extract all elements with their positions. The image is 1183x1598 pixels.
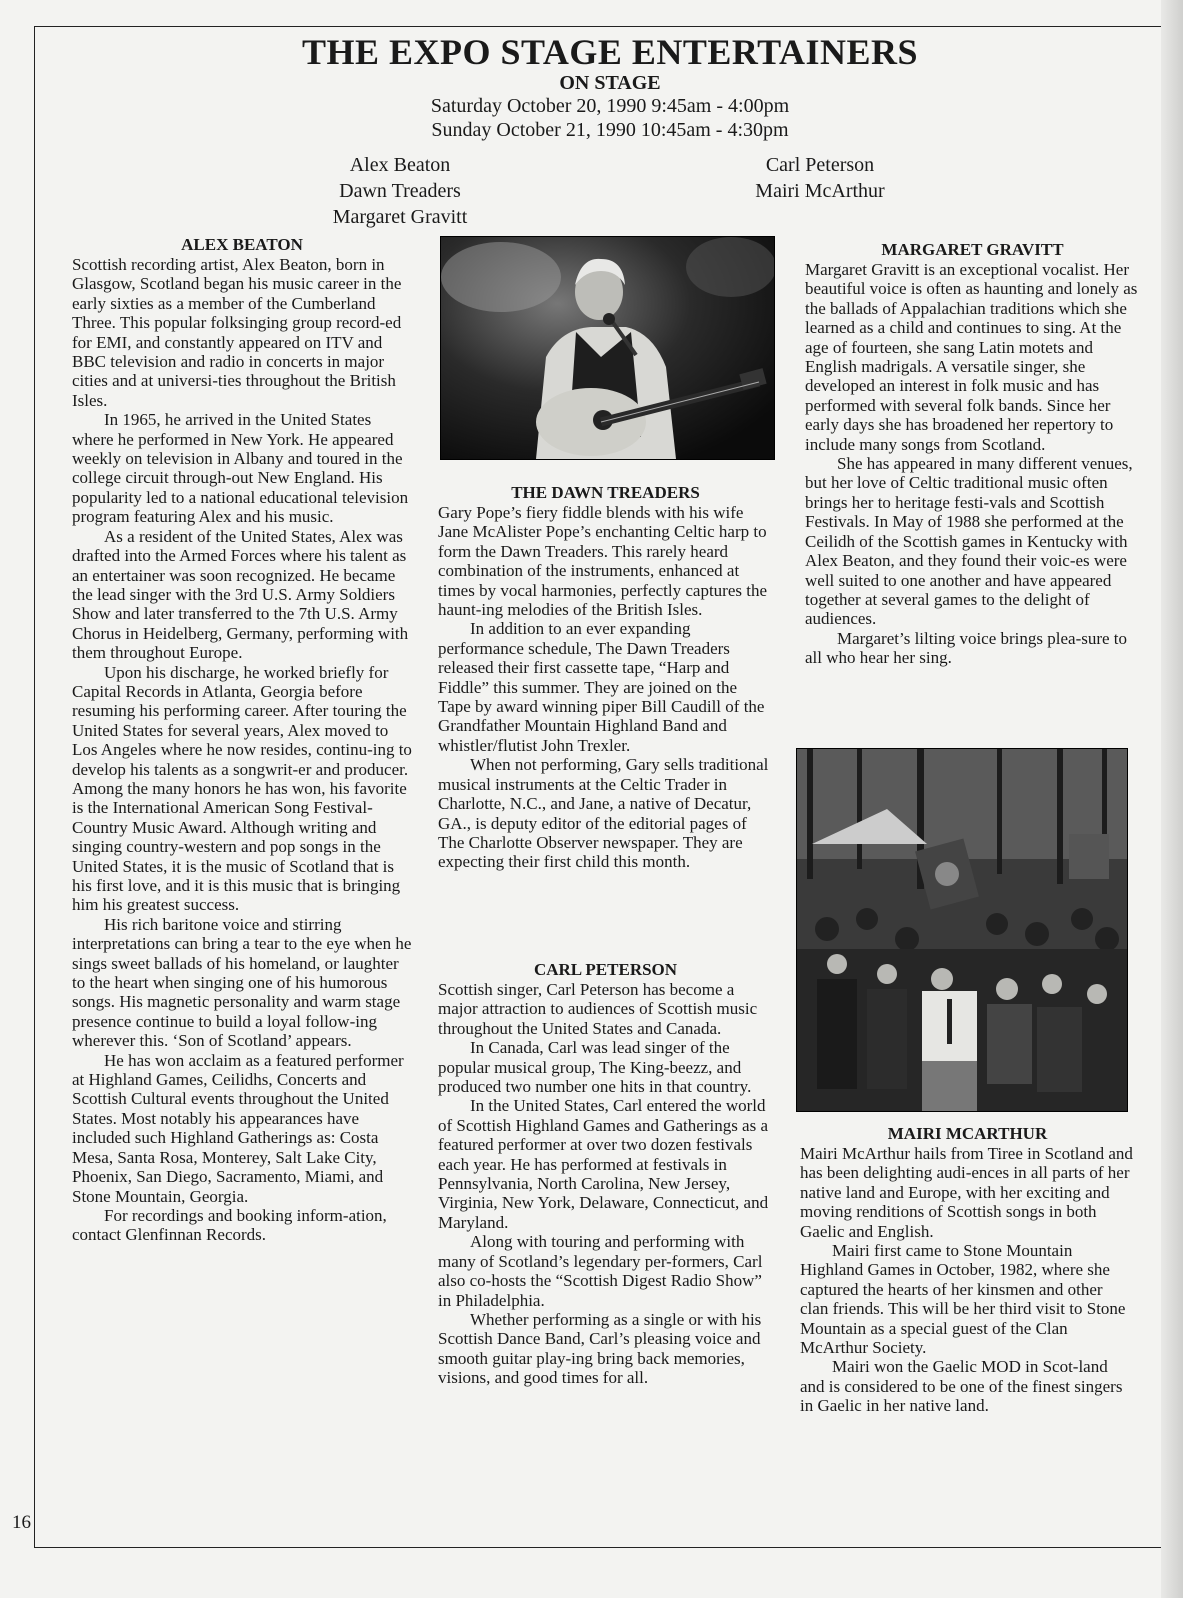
article-paragraph: When not performing, Gary sells traditional musical instruments at the Celtic Trader in Charlotte, N.C., and Jane, a native of Decatur, GA., is deputy editor of the editorial pages of The Charlotte Observer newspaper. They are expecting their first child this month. — [438, 755, 769, 872]
article-paragraph: Upon his discharge, he worked briefly for Capital Records in Atlanta, Georgia before resuming his performing career. After touring the United States for several years, Alex moved to Los Angeles where he now resides, continu-ing to develop his talents as a songwrit-er and producer. Among the many honors he has won, his favorite is the International American Song Festival-Country Music Award. Although writing and singing country-western and pop songs in the United States, it is the music of Scotland that is his first love, and it is this music that is bringing him his greatest success. — [72, 662, 412, 915]
page-header — [60, 32, 1160, 142]
article-heading: CARL PETERSON — [533, 960, 678, 979]
article-heading: MARGARET GRAVITT — [881, 240, 1064, 259]
lineup-right — [720, 152, 920, 204]
lineup-item: Alex Beaton — [349, 154, 451, 176]
schedule-saturday: Saturday October 20, 1990 9:45am - 4:00pm — [430, 95, 790, 117]
article-paragraph: Mairi won the Gaelic MOD in Scot-land and is considered to be one of the finest singers in Gaelic in her native land. — [800, 1357, 1123, 1416]
article-paragraph: Margaret Gravitt is an exceptional vocalist. Her beautiful voice is often as haunting and lonely as the ballads of Appalachian traditions which she learned as a child and continues to sing. At the age of fourteen, she sang Latin motets and English madrigals. A versatile singer, she developed an interest in folk music and has performed with several folk bands. Since her early days she has broadened her repertory to include many songs from Scotland. — [805, 260, 1138, 454]
article-paragraph: In addition to an ever expanding performance schedule, The Dawn Treaders released their first cassette tape, “Harp and Fiddle” this summer. They are joined on the Tape by award winning piper Bill Caudill of the Grandfather Mountain Highland Band and whistler/flutist John Trexler. — [438, 619, 765, 755]
lineup-item: Dawn Treaders — [339, 180, 461, 202]
article-paragraph: In Canada, Carl was lead singer of the popular musical group, The King-beezz, and produced two number one hits in that country. — [438, 1038, 752, 1097]
parade-crowd-photo — [796, 748, 1128, 1112]
article-paragraph: Along with touring and performing with many of Scotland’s legendary per-formers, Carl also co-hosts the “Scottish Digest Radio Show” in Philadelphia. — [438, 1232, 763, 1310]
lineup-item: Margaret Gravitt — [332, 206, 468, 228]
margaret-gravitt-article — [805, 240, 1140, 668]
mairi-mcarthur-article — [800, 1124, 1135, 1416]
lineup-item: Carl Peterson — [765, 154, 875, 176]
performer-guitar-photo — [440, 236, 775, 460]
alex-beaton-article — [72, 235, 412, 1245]
article-paragraph: She has appeared in many different venues, but her love of Celtic traditional music often brings her to heritage festi-vals and Scottish Festivals. In May of 1988 she performed at the Ceilidh of the Scottish games in Kentucky with Alex Beaton, and they found their voic-es were well suited to one another and have appeared together at several games to the delight of audiences. — [805, 454, 1133, 629]
lineup-left — [280, 152, 520, 230]
article-paragraph: Mairi first came to Stone Mountain Highland Games in October, 1982, where she captured the hearts of her kinsmen and other clan friends. This will be her third visit to Stone Mountain as a special guest of the Clan McArthur Society. — [800, 1241, 1126, 1358]
article-paragraph: Scottish singer, Carl Peterson has become a major attraction to audiences of Scottish music throughout the United States and Canada. — [438, 980, 758, 1038]
article-paragraph: For recordings and booking inform-ation, contact Glenfinnan Records. — [72, 1205, 387, 1245]
page-title: THE EXPO STAGE ENTERTAINERS — [301, 32, 919, 72]
article-heading: MAIRI MCARTHUR — [887, 1124, 1048, 1143]
article-heading: THE DAWN TREADERS — [511, 483, 700, 502]
article-paragraph: His rich baritone voice and stirring interpretations can bring a tear to the eye when he sings sweet ballads of his homeland, or laughter to the heart when singing one of his humorous songs. His magnetic personality and warm stage presence continue to build a loyal follow-ing wherever this. ‘Son of Scotland’ appears. — [72, 914, 412, 1051]
carl-peterson-article — [438, 960, 773, 1388]
page-edge-shadow — [1161, 0, 1183, 1598]
lineup-item: Mairi McArthur — [755, 180, 885, 202]
article-paragraph: Whether performing as a single or with his Scottish Dance Band, Carl’s pleasing voice and smooth guitar play-ing bring back memories, visions, and good times for all. — [438, 1309, 762, 1388]
page-number: 16 — [12, 1512, 31, 1533]
article-paragraph: Margaret’s lilting voice brings plea-sure to all who hear her sing. — [805, 628, 1128, 668]
schedule-sunday: Sunday October 21, 1990 10:45am - 4:30pm — [431, 119, 789, 141]
article-heading: ALEX BEATON — [181, 235, 303, 254]
article-paragraph: Gary Pope’s fiery fiddle blends with his wife Jane McAlister Pope’s enchanting Celtic harp to form the Dawn Treaders. This rarely heard combination of the instruments, enhanced at times by vocal harmonies, perfectly captures the haunt-ing melodies of the British Isles. — [438, 503, 768, 620]
article-paragraph: As a resident of the United States, Alex was drafted into the Armed Forces where his talent as an entertainer was soon recognized. He became the lead singer with the 3rd U.S. Army Soldiers Show and later transferred to the 7th U.S. Army Chorus in Heidelberg, Germany, performing with them throughout Europe. — [72, 526, 409, 663]
article-paragraph: In the United States, Carl entered the world of Scottish Highland Games and Gatherings as a featured performer at over two dozen festivals each year. He has performed at festivals in Pennsylvania, North Carolina, New Jersey, Virginia, New York, Delaware, Connecticut, and Maryland. — [438, 1096, 769, 1232]
article-paragraph: Scottish recording artist, Alex Beaton, born in Glasgow, Scotland began his music career in the early sixties as a member of the Cumberland Three. This popular folksinging group record-ed for EMI, and constantly appeared on ITV and BBC television and radio in concerts in major cities and at universi-ties throughout the British Isles. — [72, 255, 402, 410]
page-subtitle: ON STAGE — [559, 72, 661, 94]
dawn-treaders-article — [438, 483, 773, 872]
article-paragraph: Mairi McArthur hails from Tiree in Scotland and has been delighting audi-ences in all parts of her native land and Europe, with her exciting and moving renditions of Scottish songs in both Gaelic and English. — [800, 1144, 1133, 1241]
article-paragraph: In 1965, he arrived in the United States where he performed in New York. He appeared weekly on television in Albany and toured in the college circuit through-out New England. His popularity led to a national educational television program featuring Alex and his music. — [72, 410, 409, 527]
article-paragraph: He has won acclaim as a featured performer at Highland Games, Ceilidhs, Concerts and Scottish Cultural events throughout the United States. Most notably his appearances have included such Highland Gatherings as: Costa Mesa, Santa Rosa, Monterey, Salt Lake City, Phoenix, San Diego, Sacramento, Miami, and Stone Mountain, Georgia. — [72, 1050, 404, 1206]
